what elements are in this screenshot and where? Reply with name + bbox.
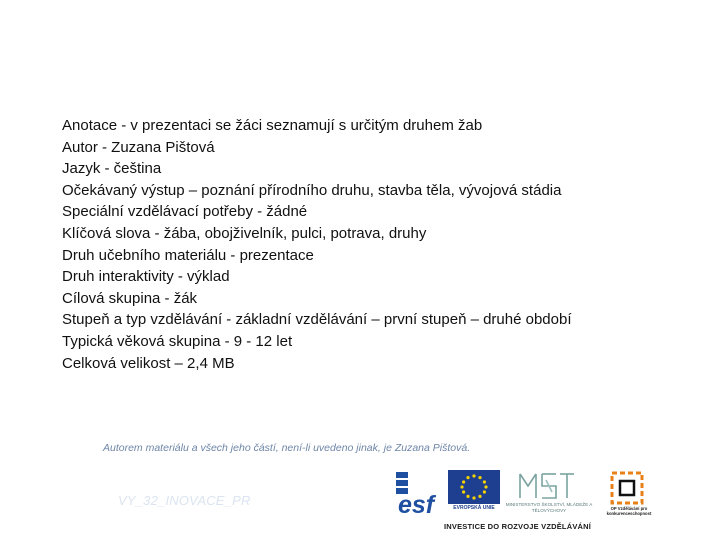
op-caption: OP Vzdělávání pro konkurenceschopnost [606, 506, 652, 516]
metadata-line-language: Jazyk - čeština [62, 160, 162, 178]
esf-logo [394, 470, 446, 516]
metadata-line-annotation: Anotace - v prezentaci se žáci seznamují s určitým druhem žab [62, 117, 483, 134]
metadata-line-age-group: Typická věková skupina - 9 - 12 let [62, 332, 293, 350]
metadata-list [62, 115, 702, 374]
eu-caption: EVROPSKÁ UNIE [453, 505, 495, 511]
metadata-line-target-group: Cílová skupina - žák [62, 289, 198, 307]
metadata-line-size: Celková velikost – 2,4 MB [62, 354, 235, 372]
material-code: VY_32_INOVACE_PR [118, 493, 251, 508]
metadata-line-expected-outcome: Očekávaný výstup – poznání přírodního druhu, stavba těla, vývojová stádia [62, 181, 562, 199]
metadata-line-keywords: Klíčová slova - žába, obojživelník, pulci, potrava, druhy [62, 224, 427, 242]
esf-logo-text: esf [398, 491, 435, 516]
metadata-line-education-level: Stupeň a typ vzdělávání - základní vzdělávání – první stupeň – druhé období [62, 311, 572, 329]
metadata-line-material-type: Druh učebního materiálu - prezentace [62, 246, 314, 264]
funding-caption: INVESTICE DO ROZVOJE VZDĚLÁVÁNÍ [444, 522, 592, 531]
op-logo [604, 470, 656, 506]
metadata-line-special-needs: Speciální vzdělávací potřeby - žádné [62, 203, 308, 221]
msmt-logo [516, 470, 576, 502]
metadata-line-interactivity: Druh interaktivity - výklad [62, 268, 230, 286]
eu-flag-logo [448, 470, 500, 506]
metadata-line-author: Autor - Zuzana Pištová [62, 138, 215, 156]
msmt-caption: MINISTERSTVO ŠKOLSTVÍ, MLÁDEŽE A TĚLOVÝCHOVY [505, 502, 593, 513]
author-note: Autorem materiálu a všech jeho částí, není-li uvedeno jinak, je Zuzana Pištová. [103, 442, 471, 454]
